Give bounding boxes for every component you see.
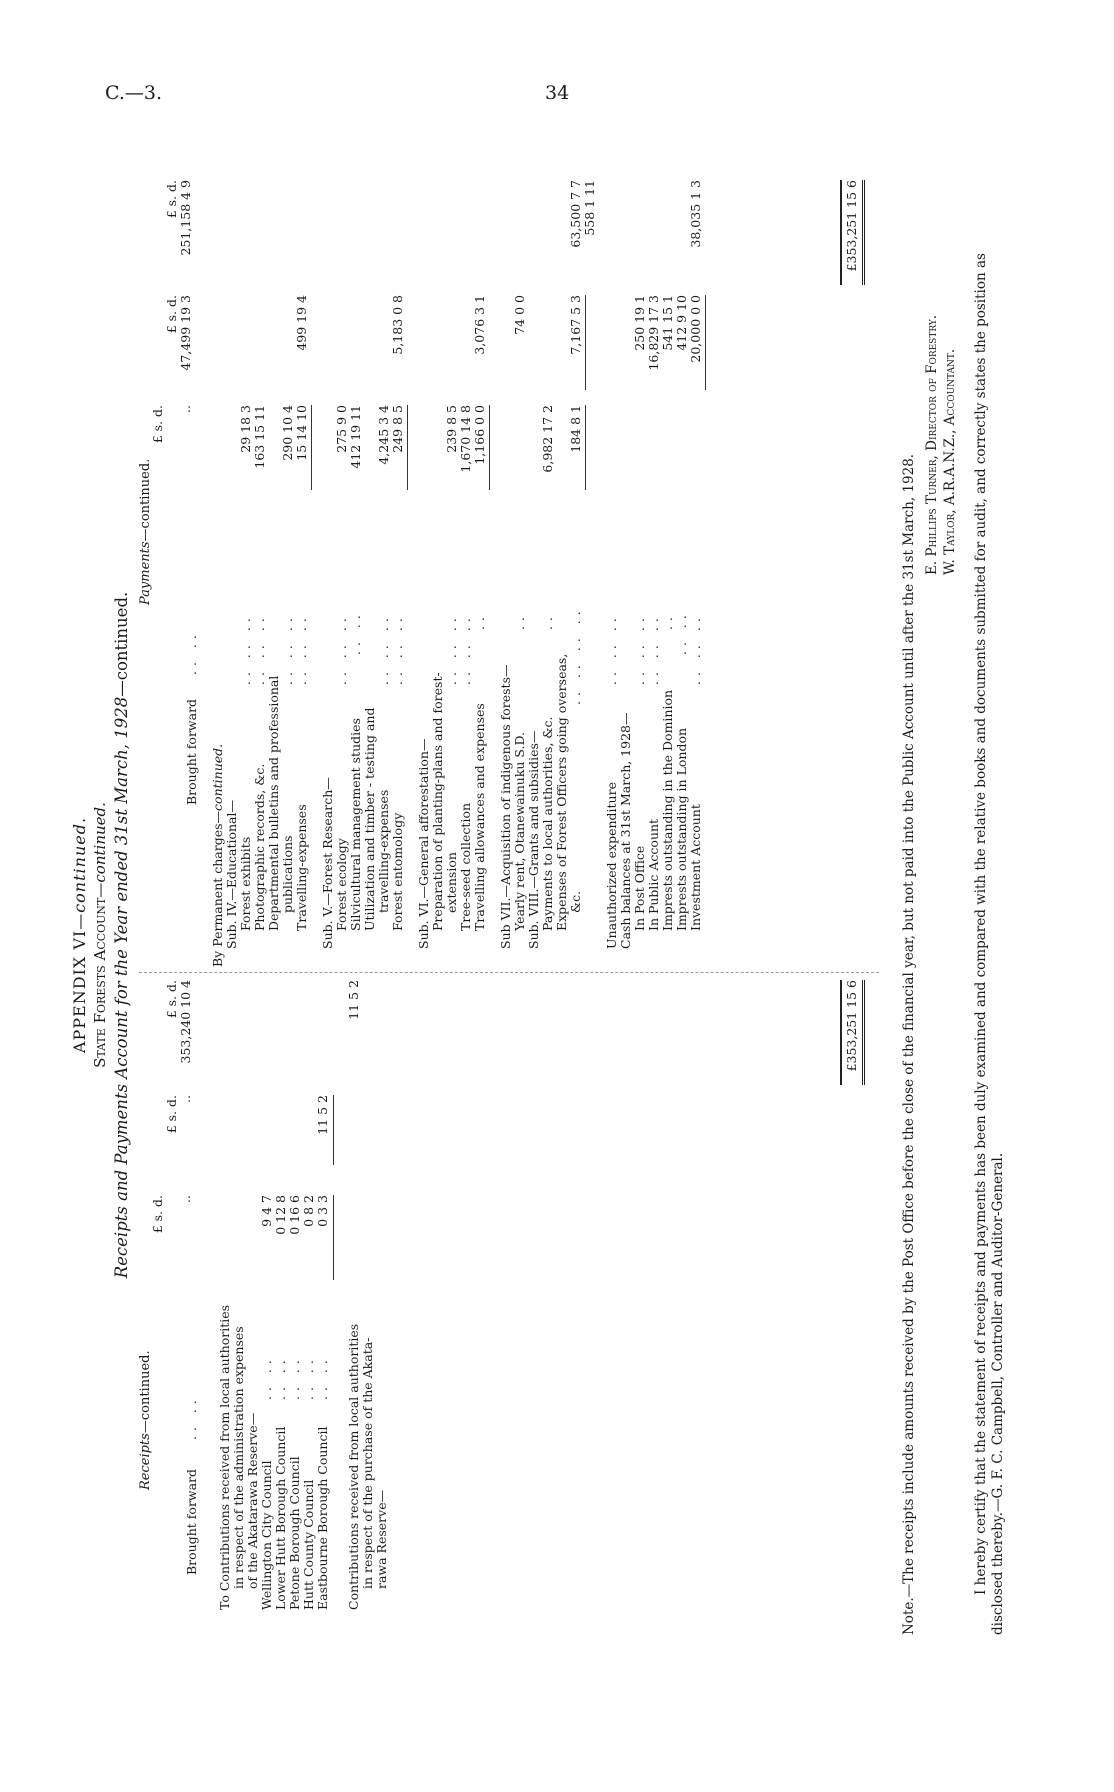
cash-item-label: In Public Account [646, 818, 661, 931]
leader-dots: .. [512, 612, 527, 630]
receipts-heading: Receipts—continued. [138, 1350, 153, 1490]
payment-item-label: Preparation of planting-plans and forest- [430, 672, 445, 931]
payments-bf-col1: .. [178, 405, 193, 413]
leader-dots: .. [540, 612, 555, 630]
statement-title: Receipts and Payments Account for the Year ended 31st March, 1928—continued. [112, 591, 131, 1279]
payment-item-label: Travelling-expenses [294, 804, 309, 931]
leader-dots: .. [472, 612, 487, 630]
sub-iv-label: Sub. IV.—Educational— [224, 800, 239, 949]
contrib-purchase-line1: Contributions received from local authorities [346, 1323, 361, 1610]
rotated-statement [70, 165, 1103, 1705]
payments-money-cols-1: £ s. d. [150, 405, 165, 444]
unauthorized-label: Unauthorized expenditure [604, 782, 619, 949]
leader-dots: .. .. [315, 1355, 330, 1400]
payment-item-label: Yearly rent, Otanewainuku S.D. [512, 731, 527, 931]
sub-vii-label: Sub VII.—Acquisition of indigenous forests— [498, 664, 513, 949]
page-ref: C.—3. [105, 82, 163, 104]
council-name: Lower Hutt Borough Council [273, 1426, 288, 1610]
payment-item-label-cont: extension [444, 852, 459, 913]
subtotal-rule [585, 295, 586, 390]
cash-total: 38,035 1 3 [688, 180, 703, 248]
payment-item-label: Forest exhibits [238, 836, 253, 931]
council-amount: 0 3 3 [315, 1195, 330, 1227]
payment-item-label: Travelling allowances and expenses [472, 703, 487, 931]
payment-item-label-cont: &c. [568, 890, 583, 913]
receipts-bf-col1: .. [178, 1195, 193, 1203]
receipts-money-cols-3: £ s. d. [164, 980, 179, 1019]
total-double-rule [862, 180, 865, 285]
sub-v-label: Sub. V.—Forest Research— [320, 777, 335, 949]
cash-heading: Cash balances at 31st March, 1928— [618, 712, 633, 949]
payments-bf-col2: 47,499 19 3 [178, 295, 193, 371]
leader-dots: .. .. [184, 630, 199, 675]
payment-item-amount: 184 8 1 [568, 405, 583, 453]
leader-dots: .. .. [184, 1395, 199, 1440]
leader-dots: .. .. .. [294, 613, 309, 685]
contrib-admin-line2: in respect of the administration expenses [231, 1326, 246, 1589]
payment-item-label-cont: publications [280, 835, 295, 913]
payment-item-amount: 239 8 5 [444, 405, 459, 453]
signature-accountant: W. Taylor, A.R.A.N.Z., Accountant. [942, 348, 958, 575]
sub-iv-total: 499 19 4 [294, 295, 309, 351]
leader-dots: .. .. [301, 1355, 316, 1400]
leader-dots: .. .. .. [390, 613, 405, 685]
subtotal-rule [585, 405, 586, 490]
payments-heading: Payments—continued. [138, 458, 153, 605]
sub-viii-total: 7,167 5 3 [568, 295, 583, 355]
leader-dots: .. .. [273, 1355, 288, 1400]
contrib-purchase-line3: rawa Reserve— [374, 1489, 389, 1589]
footnote: Note.—The receipts include amounts received by the Post Office before the close of the financial year, but not paid into the Public Account until after the 31st March, 1928. [901, 453, 917, 1635]
council-name: Hutt County Council [301, 1479, 316, 1610]
cash-item-amount: 20,000 0 0 [688, 295, 703, 363]
cash-item-amount: 541 15 1 [660, 295, 675, 351]
sub-v-total: 5,183 0 8 [390, 295, 405, 355]
total-double-rule [862, 980, 865, 1085]
payment-item-label: Forest ecology [334, 838, 349, 931]
leader-dots: .. .. .. [238, 613, 253, 685]
cash-item-label: In Post Office [632, 845, 647, 931]
payment-item-amount: 290 10 4 [280, 405, 295, 461]
payment-item-label: Departmental bulletins and professional [266, 675, 281, 931]
subtotal-rule [333, 1195, 334, 1280]
payments-money-cols-3: £ s. d. [164, 180, 179, 219]
payment-item-amount: 15 14 10 [294, 405, 309, 461]
leader-dots: .. .. [674, 610, 689, 655]
subtotal-rule [333, 1095, 334, 1165]
cash-item-label: Imprests outstanding in London [674, 727, 689, 931]
leader-dots: .. .. .. [376, 613, 391, 685]
payment-item-label: Payments to local authorities, &c. [540, 716, 555, 931]
contrib-admin-line3: of the Akatarawa Reserve— [245, 1412, 260, 1589]
column-divider [139, 972, 879, 973]
payment-item-label-cont: travelling-expenses [376, 789, 391, 913]
total-rule [840, 980, 842, 1085]
cash-item-amount: 412 9 10 [674, 295, 689, 351]
receipts-money-cols-1: £ s. d. [150, 1195, 165, 1234]
payments-grand-total: £353,251 15 6 [844, 180, 859, 272]
council-name: Petone Borough Council [287, 1456, 302, 1610]
audit-certificate: I hereby certify that the statement of receipts and payments has been duly examined and compared with the relative books and documents submitted for audit, and correctly states the position as disclosed thereby.—G. F. C. Campbell, Controller and Auditor-General. [973, 253, 1006, 1635]
council-amount: 9 4 7 [259, 1195, 274, 1227]
appendix-title: APPENDIX VI—continued. [70, 816, 89, 1054]
payment-item-label: Forest entomology [390, 812, 405, 931]
payments-bf-col3: 251,158 4 9 [178, 180, 193, 256]
cash-item-label: Investment Account [688, 804, 703, 931]
permanent-charges-label: By Permanent charges—continued. [210, 743, 225, 967]
receipts-bf-col2: .. [178, 1095, 193, 1103]
leader-dots: .. .. .. [688, 613, 703, 685]
payment-item-amount: 6,982 17 2 [540, 405, 555, 473]
payment-item-label: Utilization and timber - testing and [362, 707, 377, 931]
leader-dots: .. .. .. [604, 613, 619, 685]
sub-vii-amount: 74 0 0 [512, 295, 527, 335]
payment-item-amount: 249 8 5 [390, 405, 405, 453]
leader-dots: .. .. .. [444, 613, 459, 685]
council-name: Wellington City Council [259, 1460, 274, 1610]
council-amount: 0 12 8 [273, 1195, 288, 1235]
payment-item-amount: 4,245 3 4 [376, 405, 391, 465]
purchase-total: 11 5 2 [346, 980, 361, 1020]
payment-item-amount: 163 15 11 [252, 405, 267, 469]
payment-item-amount: 1,166 0 0 [472, 405, 487, 465]
leader-dots: .. .. .. .. [568, 606, 583, 705]
payment-item-label: Photographic records, &c. [252, 763, 267, 931]
leader-dots: .. [660, 612, 675, 630]
payment-item-amount: 29 18 3 [238, 405, 253, 453]
leader-dots: .. .. .. [280, 613, 295, 685]
sub-viii-label: Sub. VIII.—Grants and subsidies— [526, 730, 541, 949]
payment-item-label: Silvicultural management studies [348, 718, 363, 931]
council-amount: 0 16 6 [287, 1195, 302, 1235]
subtotal-rule [311, 405, 312, 490]
sub-vi-total: 3,076 3 1 [472, 295, 487, 355]
permanent-total: 63,500 7 7 [568, 180, 583, 248]
payment-item-amount: 275 9 0 [334, 405, 349, 453]
payment-item-label: Expenses of Forest Officers going overseas, [554, 653, 569, 931]
page-number: 34 [545, 82, 570, 104]
subtotal-rule [407, 405, 408, 490]
subtotal-rule [705, 295, 706, 390]
cash-item-amount: 250 19 1 [632, 295, 647, 351]
leader-dots: .. .. [259, 1355, 274, 1400]
receipts-brought-forward-label: Brought forward [184, 1468, 199, 1575]
cash-item-amount: 16,829 17 3 [646, 295, 661, 371]
contrib-purchase-line2: in respect of the purchase of the Akata- [360, 1337, 375, 1589]
subtotal-rule [489, 405, 490, 490]
payments-money-cols-2: £ s. d. [164, 295, 179, 334]
leader-dots: .. .. .. [252, 613, 267, 685]
leader-dots: .. .. .. [646, 613, 661, 685]
receipts-grand-total: £353,251 15 6 [844, 980, 859, 1072]
leader-dots: .. .. [287, 1355, 302, 1400]
contrib-admin-line1: To Contributions received from local authorities [217, 1304, 232, 1610]
receipts-money-cols-2: £ s. d. [164, 1095, 179, 1134]
leader-dots: .. .. .. [632, 613, 647, 685]
leader-dots: .. .. .. [334, 613, 349, 685]
payment-item-label: Tree-seed collection [458, 802, 473, 931]
payment-item-amount: 1,670 14 8 [458, 405, 473, 473]
receipts-bf-col3: 353,240 10 4 [178, 980, 193, 1064]
sub-vi-label: Sub. VI.—General afforestation— [416, 738, 431, 949]
council-amount: 0 8 2 [301, 1195, 316, 1227]
unauthorized-amount: 558 1 11 [582, 180, 597, 236]
payment-item-amount: 412 19 11 [348, 405, 363, 469]
signature-director: E. Phillips Turner, Director of Forestry. [924, 314, 940, 575]
cash-item-label: Imprests outstanding in the Dominion [660, 689, 675, 931]
total-rule [840, 180, 842, 285]
leader-dots: .. .. [348, 610, 363, 655]
account-title: State Forests Account—continued. [91, 802, 109, 1068]
council-name: Eastbourne Borough Council [315, 1426, 330, 1610]
leader-dots: .. .. .. [458, 613, 473, 685]
admin-subtotal: 11 5 2 [315, 1095, 330, 1135]
payments-brought-forward-label: Brought forward [184, 698, 199, 805]
